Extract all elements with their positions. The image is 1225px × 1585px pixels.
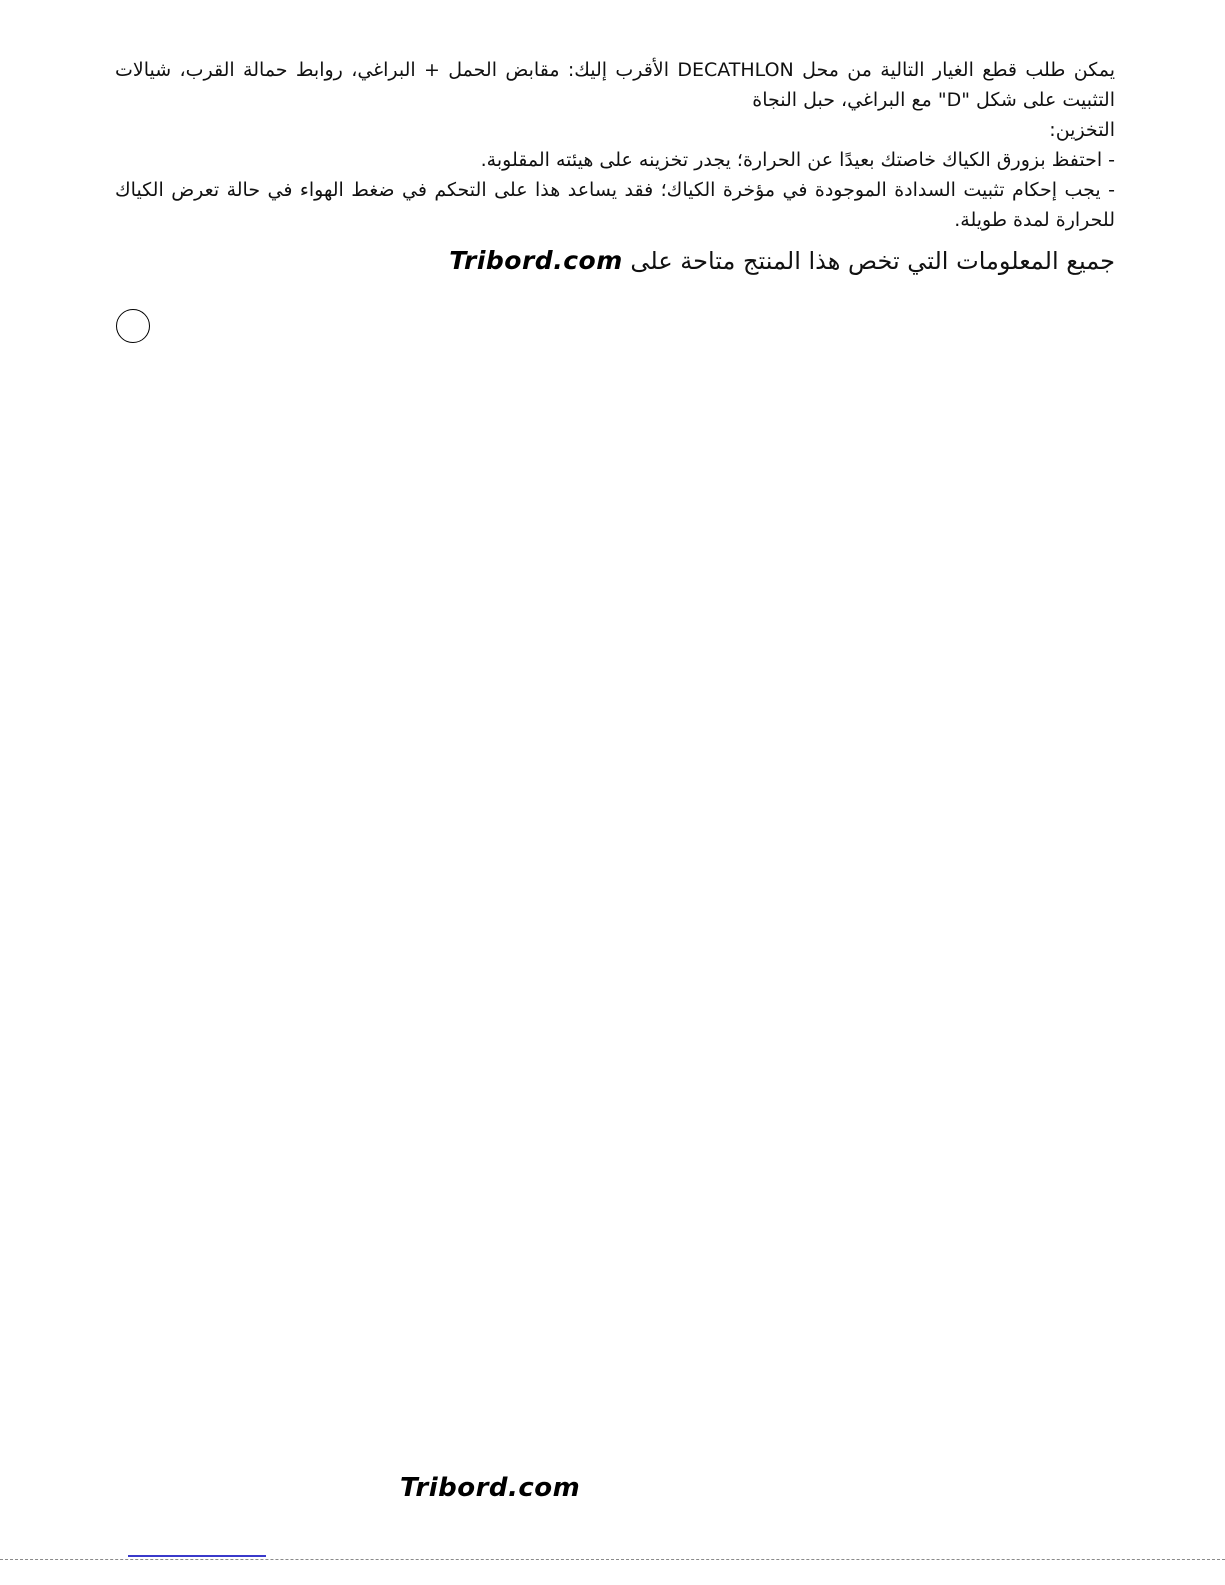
tribord-link-inline[interactable]: Tribord.com xyxy=(449,246,623,275)
storage-item-plug: - يجب إحكام تثبيت السدادة الموجودة في مؤخرة الكياك؛ فقد يساعد هذا على التحكم في ضغط الهواء في حالة تعرض الكياك للحرارة لمدة طويلة. xyxy=(115,179,1115,231)
storage-heading: التخزين: xyxy=(1049,119,1115,141)
instructions-block xyxy=(115,55,1115,235)
spare-parts-paragraph: يمكن طلب قطع الغيار التالية من محل DECATHLON الأقرب إليك: مقابض الحمل + البراغي، روابط حمالة القرب، شيالات التثبيت على شكل "D" مع البراغي، حبل النجاة xyxy=(115,59,1115,111)
product-info-text: جميع المعلومات التي تخص هذا المنتج متاحة على xyxy=(630,247,1115,275)
product-info-line xyxy=(447,246,1115,276)
storage-item-heat: - احتفظ بزورق الكياك خاصتك بعيدًا عن الحرارة؛ يجدر تخزينه على هيئته المقلوبة. xyxy=(480,149,1115,171)
footer-link-underline xyxy=(128,1555,266,1557)
tribord-footer-logo[interactable]: Tribord.com xyxy=(400,1473,581,1503)
circle-icon xyxy=(116,309,150,343)
page-cut-line xyxy=(0,1559,1225,1560)
